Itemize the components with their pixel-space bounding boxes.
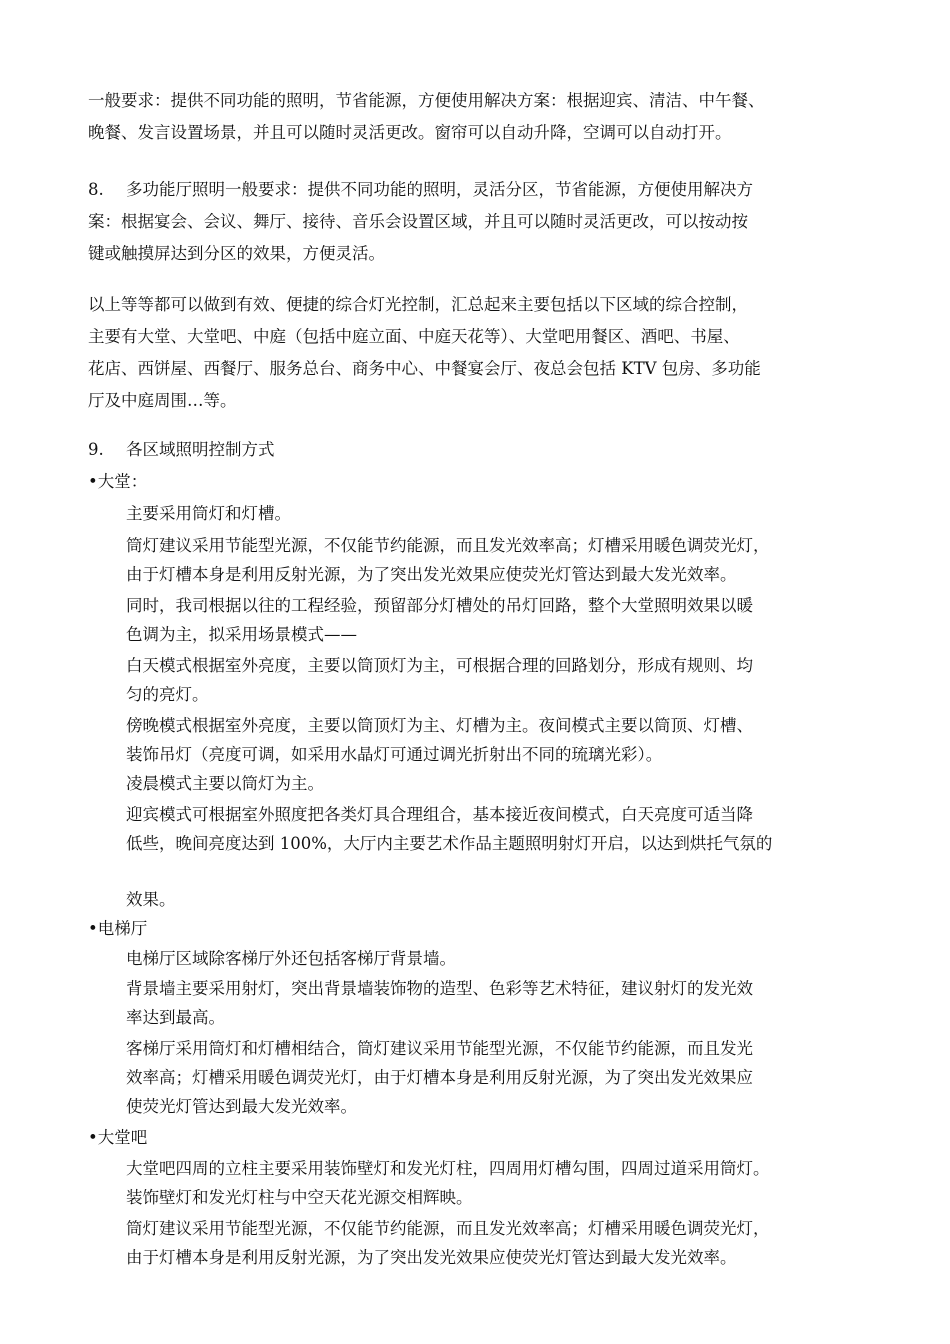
paragraph-line: 效率高；灯槽采用暖色调荧光灯，由于灯槽本身是利用反射光源，为了突出发光效果应 (126, 1068, 753, 1087)
paragraph-line: 白天模式根据室外亮度，主要以筒顶灯为主，可根据合理的回路划分，形成有规则、均 (126, 656, 753, 675)
paragraph-line: 电梯厅区域除客梯厅外还包括客梯厅背景墙。 (126, 949, 456, 968)
paragraph-line: 由于灯槽本身是利用反射光源，为了突出发光效果应使荧光灯管达到最大发光效率。 (126, 565, 737, 584)
bullet-heading-lobby: •大堂： (88, 472, 148, 491)
paragraph-line: 案：根据宴会、会议、舞厅、接待、音乐会设置区域，并且可以随时灵活更改，可以按动按 (88, 212, 748, 231)
paragraph-line: 色调为主，拟采用场景模式—— (126, 625, 357, 644)
paragraph-line: 主要采用筒灯和灯槽。 (126, 504, 291, 523)
paragraph-line: 匀的亮灯。 (126, 685, 209, 704)
paragraph-line: 大堂吧四周的立柱主要采用装饰壁灯和发光灯柱，四周用灯槽勾围，四周过道采用筒灯。 (126, 1159, 770, 1178)
paragraph-line: 花店、西饼屋、西餐厅、服务总台、商务中心、中餐宴会厅、夜总会包括 KTV 包房、多功能 (88, 359, 761, 378)
paragraph-line: 晚餐、发言设置场景，并且可以随时灵活更改。窗帘可以自动升降，空调可以自动打开。 (88, 123, 732, 142)
paragraph-line: 键或触摸屏达到分区的效果，方便灵活。 (88, 244, 385, 263)
bullet-heading-elevator: •电梯厅 (88, 919, 148, 938)
list-item-8 (88, 177, 753, 203)
paragraph-line: 筒灯建议采用节能型光源，不仅能节约能源，而且发光效率高；灯槽采用暖色调荧光灯， (126, 1219, 770, 1238)
paragraph-line: 效果。 (126, 890, 176, 909)
paragraph-line: 主要有大堂、大堂吧、中庭（包括中庭立面、中庭天花等）、大堂吧用餐区、酒吧、书屋、 (88, 327, 740, 346)
paragraph-line: 一般要求：提供不同功能的照明，节省能源，方便使用解决方案：根据迎宾、清洁、中午餐、 (88, 91, 765, 110)
paragraph-line: 由于灯槽本身是利用反射光源，为了突出发光效果应使荧光灯管达到最大发光效率。 (126, 1248, 737, 1267)
paragraph-line: 客梯厅采用筒灯和灯槽相结合，筒灯建议采用节能型光源，不仅能节约能源，而且发光 (126, 1039, 753, 1058)
section-heading-9 (88, 437, 275, 463)
section-title: 各区域照明控制方式 (126, 440, 275, 459)
paragraph-line: 傍晚模式根据室外亮度，主要以筒顶灯为主、灯槽为主。夜间模式主要以筒顶、灯槽、 (126, 716, 753, 735)
list-number: 8. (88, 180, 104, 199)
list-number: 9. (88, 440, 104, 459)
paragraph-line: 凌晨模式主要以筒灯为主。 (126, 774, 324, 793)
paragraph-line: 迎宾模式可根据室外照度把各类灯具合理组合，基本接近夜间模式，白天亮度可适当降 (126, 805, 753, 824)
paragraph-line: 背景墙主要采用射灯，突出背景墙装饰物的造型、色彩等艺术特征，建议射灯的发光效 (126, 979, 753, 998)
paragraph-line: 使荧光灯管达到最大发光效率。 (126, 1097, 357, 1116)
paragraph-line: 装饰吊灯（亮度可调，如采用水晶灯可通过调光折射出不同的琉璃光彩）。 (126, 745, 663, 764)
paragraph-line: 多功能厅照明一般要求：提供不同功能的照明，灵活分区，节省能源，方便使用解决方 (126, 180, 753, 199)
paragraph-line: 装饰壁灯和发光灯柱与中空天花光源交相辉映。 (126, 1188, 473, 1207)
paragraph-line: 以上等等都可以做到有效、便捷的综合灯光控制，汇总起来主要包括以下区域的综合控制， (88, 295, 748, 314)
paragraph-line: 厅及中庭周围…等。 (88, 391, 237, 410)
paragraph-line: 率达到最高。 (126, 1008, 225, 1027)
paragraph-line: 筒灯建议采用节能型光源，不仅能节约能源，而且发光效率高；灯槽采用暖色调荧光灯， (126, 536, 770, 555)
bullet-heading-lobby-bar: •大堂吧 (88, 1128, 148, 1147)
paragraph-line: 同时，我司根据以往的工程经验，预留部分灯槽处的吊灯回路，整个大堂照明效果以暖 (126, 596, 753, 615)
paragraph-line: 低些，晚间亮度达到 100%，大厅内主要艺术作品主题照明射灯开启，以达到烘托气氛的 (126, 834, 773, 853)
